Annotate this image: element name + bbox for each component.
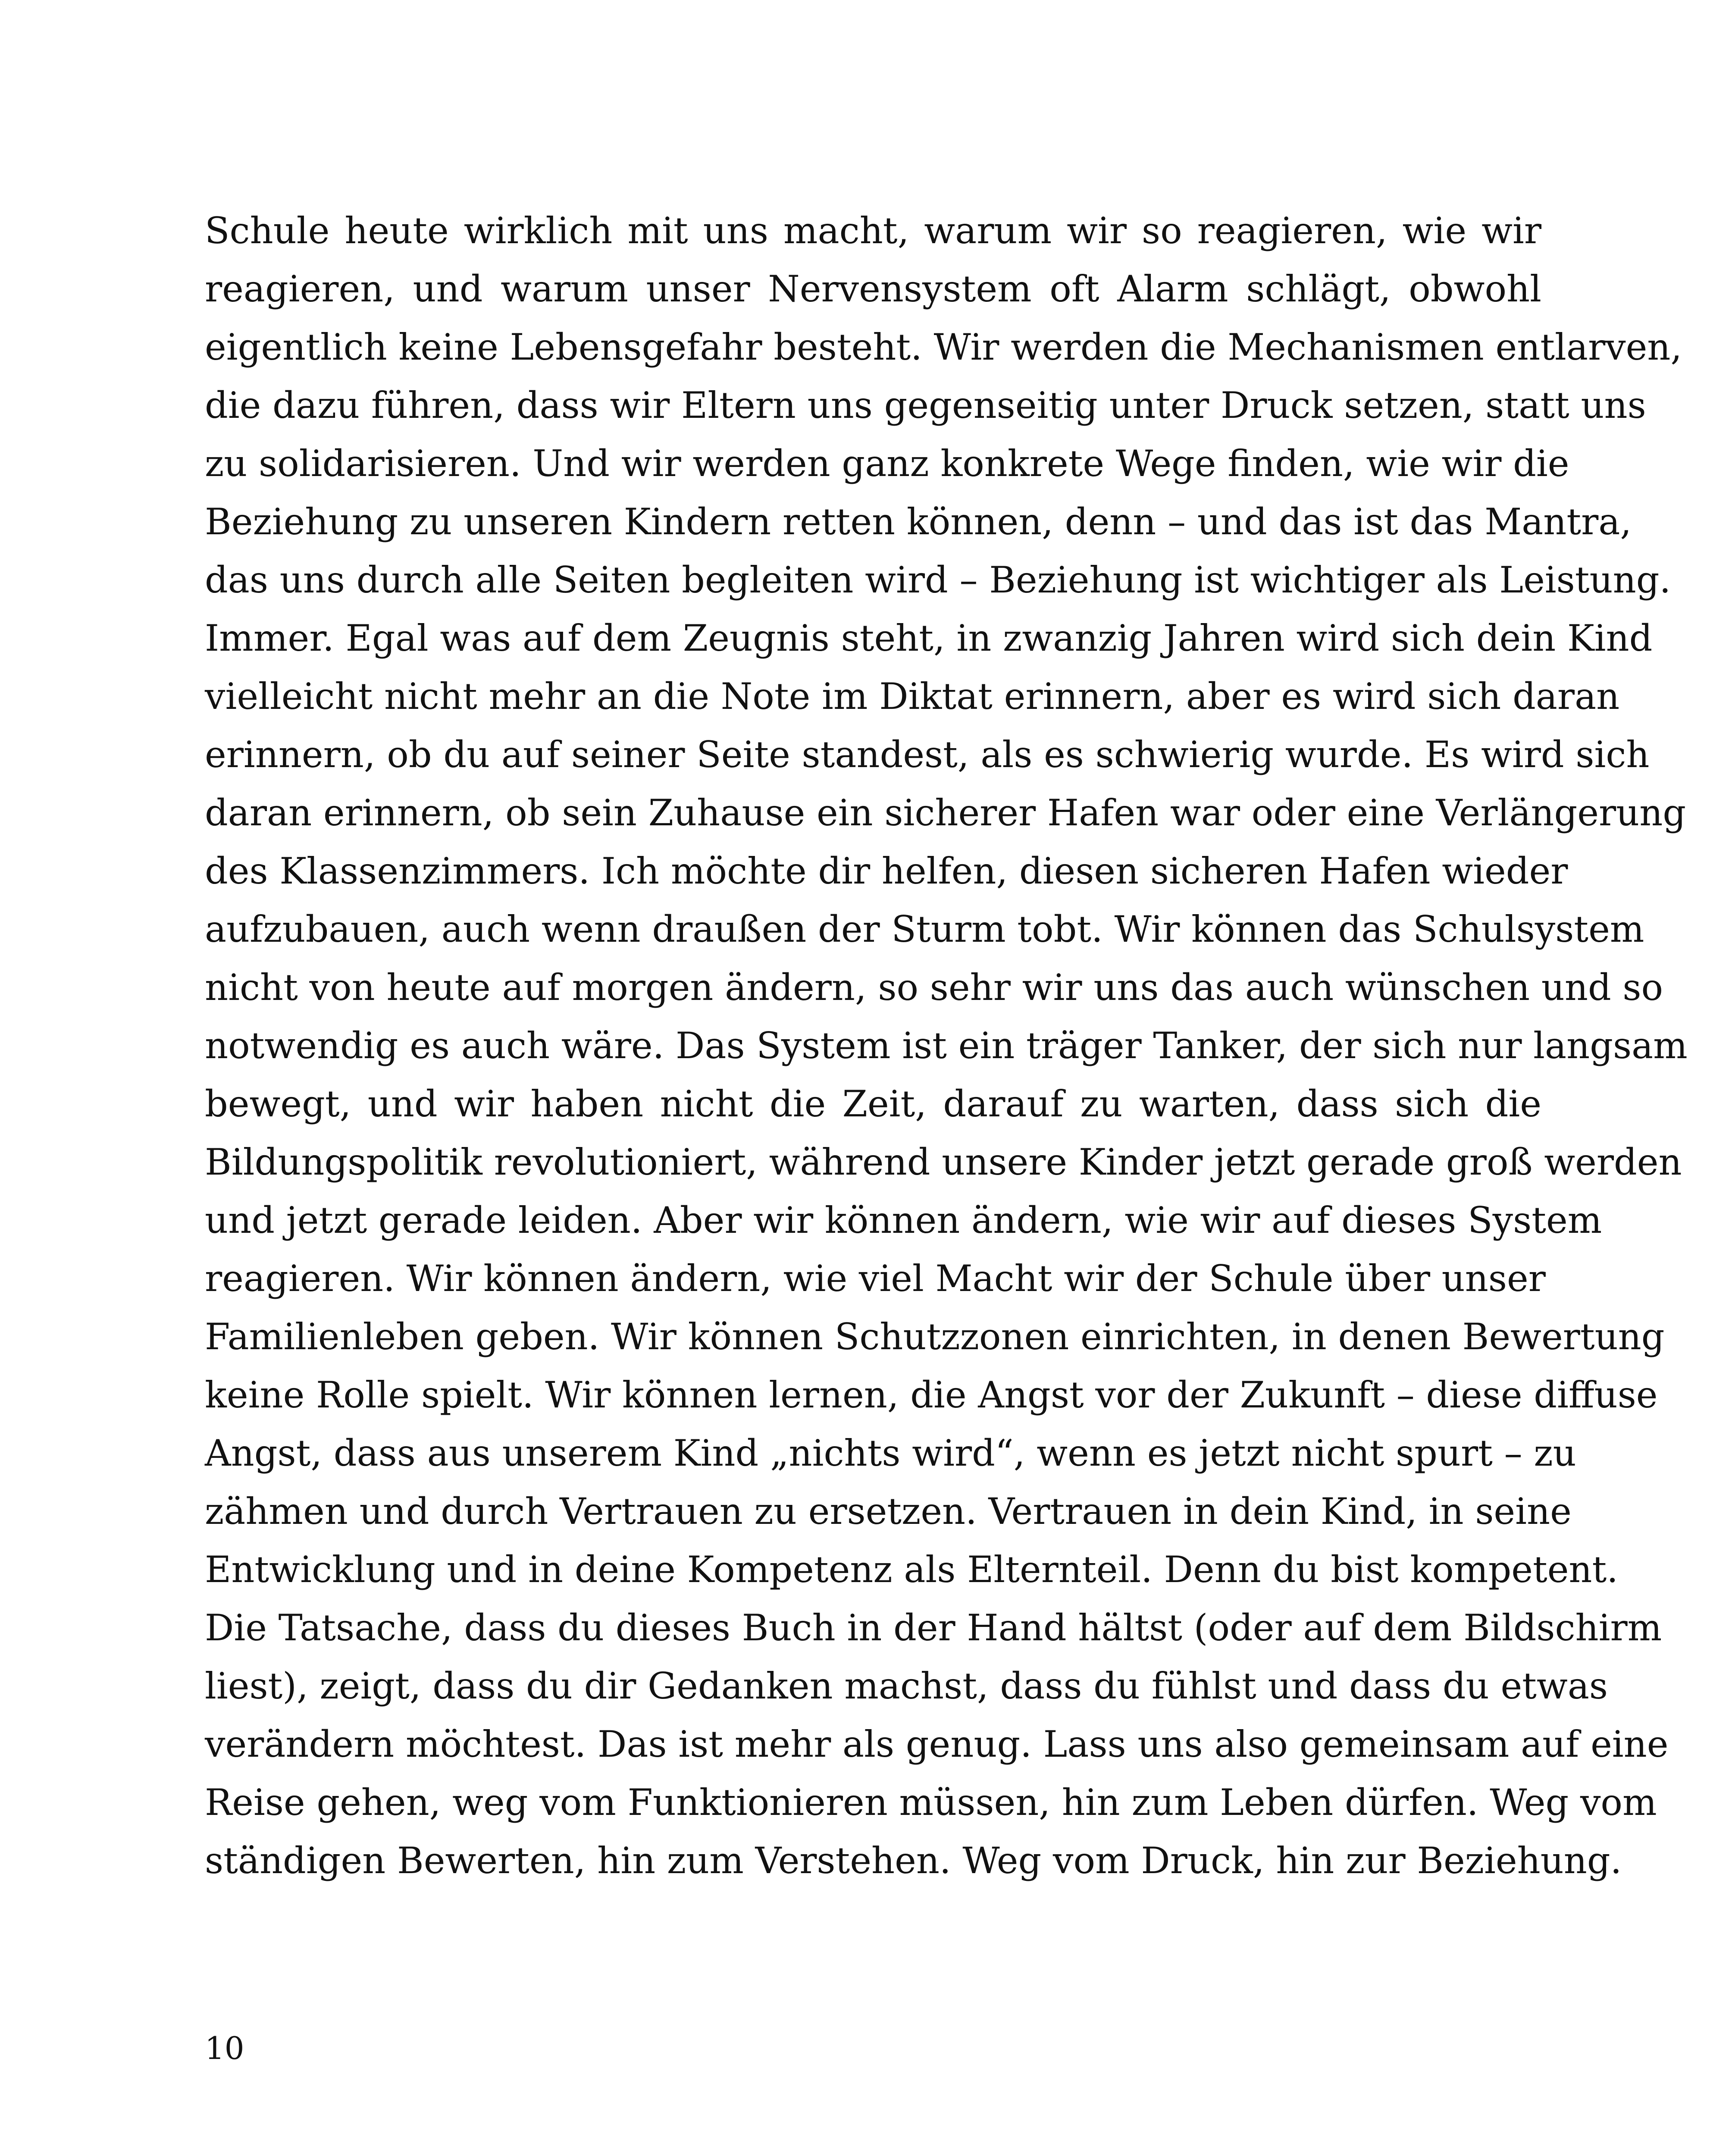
text-line: das uns durch alle Seiten begleiten wird – Beziehung ist wichtiger als Leistung. [205, 559, 1671, 601]
text-line: bewegt, und wir haben nicht die Zeit, darauf zu warten, dass sich die [205, 1083, 1541, 1125]
text-line: Familienleben geben. Wir können Schutzzonen einrichten, in denen Bewertung [205, 1316, 1665, 1358]
text-line: Angst, dass aus unserem Kind „nichts wird“, wenn es jetzt nicht spurt – zu [205, 1432, 1576, 1474]
text-line: zähmen und durch Vertrauen zu ersetzen. Vertrauen in dein Kind, in seine [205, 1490, 1572, 1532]
text-line: erinnern, ob du auf seiner Seite standest, als es schwierig wurde. Es wird sich [205, 733, 1650, 776]
text-line: Schule heute wirklich mit uns macht, warum wir so reagieren, wie wir [205, 210, 1541, 252]
text-line: nicht von heute auf morgen ändern, so sehr wir uns das auch wünschen und so [205, 966, 1663, 1009]
text-line: daran erinnern, ob sein Zuhause ein sicherer Hafen war oder eine Verlängerung [205, 792, 1686, 834]
text-line: die dazu führen, dass wir Eltern uns gegenseitig unter Druck setzen, statt uns [205, 384, 1646, 426]
text-line: vielleicht nicht mehr an die Note im Diktat erinnern, aber es wird sich daran [205, 675, 1620, 718]
text-line: und jetzt gerade leiden. Aber wir können ändern, wie wir auf dieses System [205, 1199, 1602, 1241]
text-line: Die Tatsache, dass du dieses Buch in der Hand hältst (oder auf dem Bildschirm [205, 1607, 1662, 1649]
text-line: eigentlich keine Lebensgefahr besteht. Wir werden die Mechanismen entlarven, [205, 326, 1682, 368]
text-line: keine Rolle spielt. Wir können lernen, die Angst vor der Zukunft – diese diffuse [205, 1374, 1658, 1416]
text-line: liest), zeigt, dass du dir Gedanken machst, dass du fühlst und dass du etwas [205, 1665, 1608, 1707]
page-number: 10 [205, 2030, 244, 2066]
text-line: notwendig es auch wäre. Das System ist ein träger Tanker, der sich nur langsam [205, 1025, 1688, 1067]
body-text [205, 202, 1688, 1890]
text-line: Reise gehen, weg vom Funktionieren müssen, hin zum Leben dürfen. Weg vom [205, 1781, 1657, 1824]
text-line: Immer. Egal was auf dem Zeugnis steht, in zwanzig Jahren wird sich dein Kind [205, 617, 1653, 659]
text-line: ständigen Bewerten, hin zum Verstehen. Weg vom Druck, hin zur Beziehung. [205, 1839, 1622, 1882]
text-line: zu solidarisieren. Und wir werden ganz konkrete Wege finden, wie wir die [205, 442, 1569, 485]
text-line: aufzubauen, auch wenn draußen der Sturm tobt. Wir können das Schulsystem [205, 908, 1644, 950]
text-line: reagieren. Wir können ändern, wie viel Macht wir der Schule über unser [205, 1257, 1546, 1300]
text-line: verändern möchtest. Das ist mehr als genug. Lass uns also gemeinsam auf eine [205, 1723, 1669, 1765]
text-line: des Klassenzimmers. Ich möchte dir helfen, diesen sicheren Hafen wieder [205, 850, 1568, 892]
text-line: Bildungspolitik revolutioniert, während unsere Kinder jetzt gerade groß werden [205, 1141, 1682, 1183]
text-line: Beziehung zu unseren Kindern retten können, denn – und das ist das Mantra, [205, 501, 1632, 543]
text-line: reagieren, und warum unser Nervensystem oft Alarm schlägt, obwohl [205, 268, 1541, 310]
text-line: Entwicklung und in deine Kompetenz als Elternteil. Denn du bist kompetent. [205, 1548, 1618, 1591]
